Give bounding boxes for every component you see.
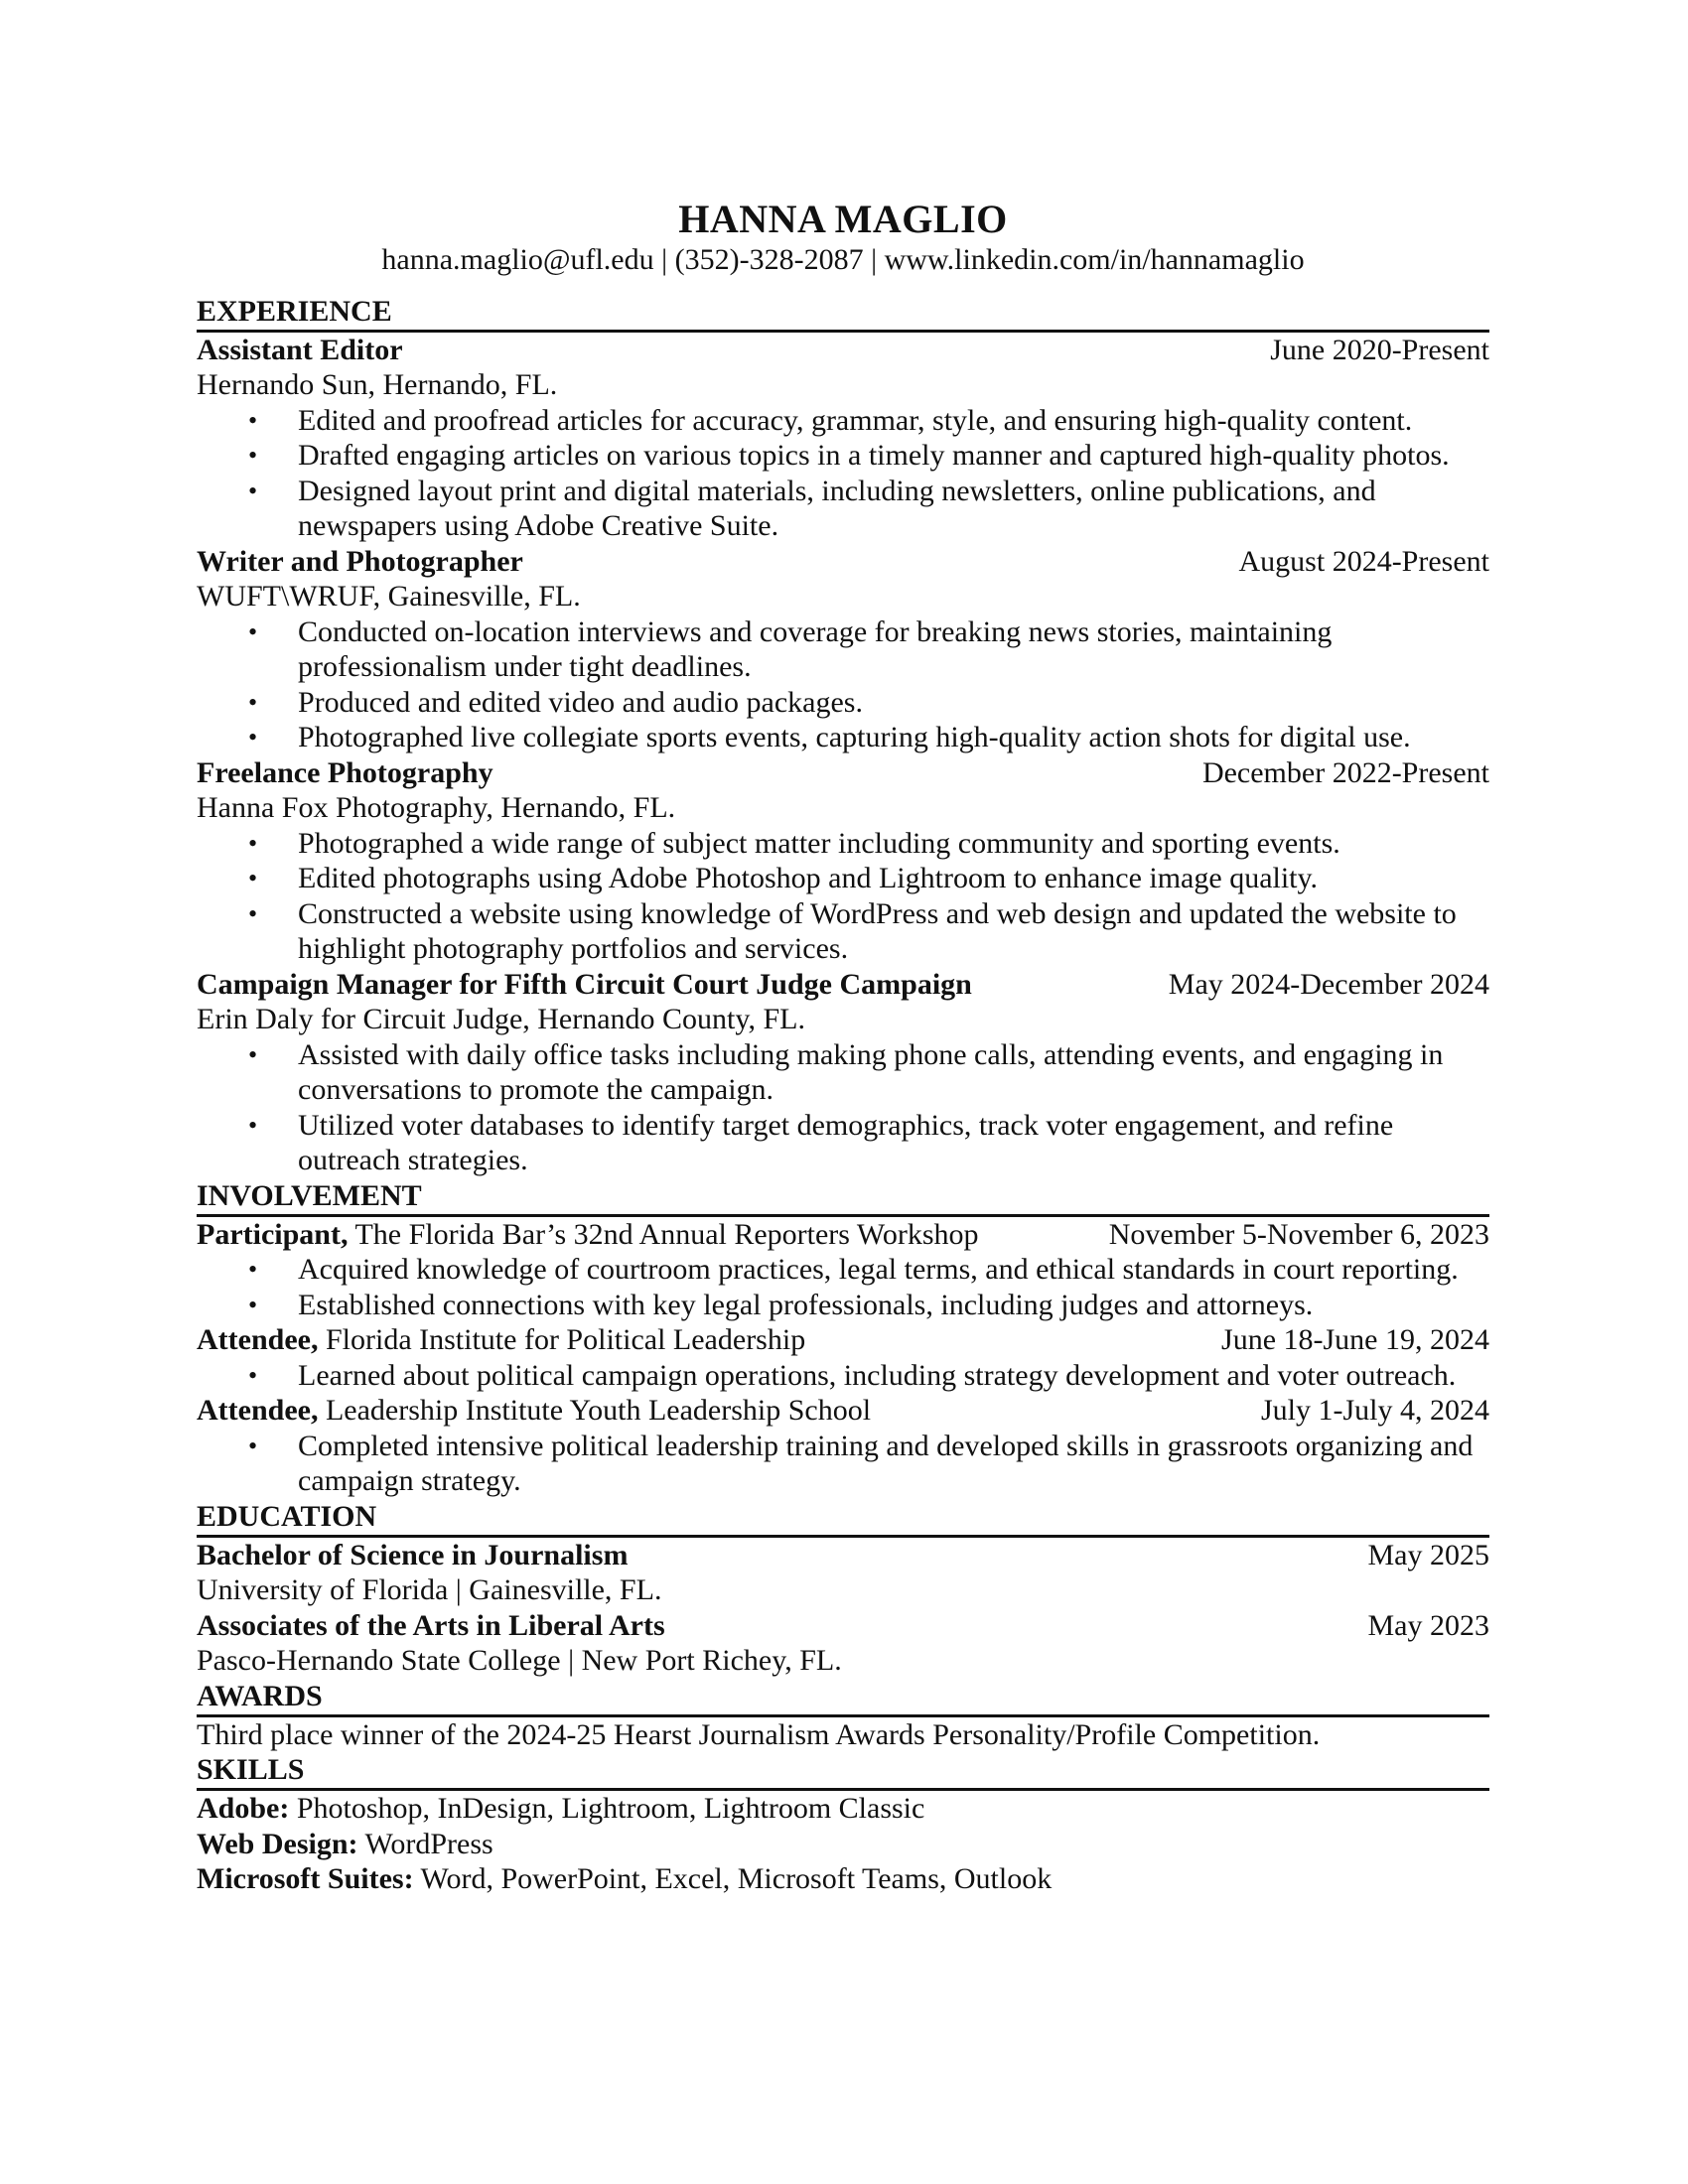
contact-line: hanna.maglio@ufl.edu | (352)-328-2087 | www.linkedin.com/in/hannamaglio [381,243,1305,276]
job-title: Assistant Editor [197,333,403,366]
job-bullet: • Drafted engaging articles on various topics in a timely manner and captured high-quality photos. [248,439,1450,472]
job-entry [197,755,1489,967]
education-entry [197,1538,1489,1608]
involvement-event: The Florida Bar’s 32nd Annual Reporters Workshop [348,1217,979,1251]
skill-values: Photoshop, InDesign, Lightroom, Lightroom Classic [289,1792,925,1825]
job-title: Writer and Photographer [197,544,523,578]
bullet-icon: • [248,441,258,470]
skill-values: Word, PowerPoint, Excel, Microsoft Teams, Outlook [413,1862,1053,1895]
skill-line [197,1861,1489,1897]
degree-date: May 2025 [1367,1538,1489,1571]
involvement-heading: INVOLVEMENT [197,1178,1489,1217]
involvement-bullet: • Acquired knowledge of courtroom practices, legal terms, and ethical standards in court reporting. [248,1253,1459,1286]
skill-category: Microsoft Suites: [197,1862,414,1895]
experience-heading: EXPERIENCE [197,294,1489,333]
job-title: Campaign Manager for Fifth Circuit Court Judge Campaign [197,967,972,1001]
job-dates: December 2022-Present [1201,755,1489,789]
job-bullet: • Edited and proofread articles for accuracy, grammar, style, and ensuring high-quality content. [248,403,1413,437]
skills-heading: SKILLS [197,1752,1489,1791]
bullet-icon: • [248,476,258,505]
job-title: Freelance Photography [197,755,493,789]
involvement-dates: November 5-November 6, 2023 [1108,1217,1489,1251]
involvement-entry [197,1393,1489,1499]
job-entry [197,967,1489,1178]
degree-name: Bachelor of Science in Journalism [197,1538,629,1571]
bullet-icon: • [248,864,258,892]
skill-category: Adobe: [197,1792,290,1825]
skill-category: Web Design: [197,1827,358,1860]
school-name: Pasco-Hernando State College | New Port Richey, FL. [197,1644,842,1677]
job-bullet: • Assisted with daily office tasks including making phone calls, attending events, and engaging in conversations to promote the campaign. [248,1037,1444,1106]
involvement-event: Florida Institute for Political Leadership [318,1323,806,1356]
job-organization: Hanna Fox Photography, Hernando, FL. [197,791,676,824]
job-bullet: • Photographed a wide range of subject matter including community and sporting events. [248,826,1340,860]
bullet-icon: • [248,1110,258,1140]
bullet-icon: • [248,1255,258,1284]
job-dates: June 2020-Present [1270,333,1489,366]
involvement-entry [197,1322,1489,1393]
bullet-icon: • [248,1431,258,1460]
education-heading: EDUCATION [197,1499,1489,1538]
involvement-bullet: • Completed intensive political leadership training and developed skills in grassroots organizing and campaign strategy. [248,1429,1474,1497]
involvement-bullet: • Learned about political campaign operations, including strategy development and voter outreach. [248,1358,1457,1392]
skill-line [197,1827,1489,1862]
bullet-icon: • [248,616,258,646]
job-bullet: • Produced and edited video and audio packages. [248,685,863,719]
job-bullet: • Constructed a website using knowledge of WordPress and web design and updated the website to highlight photography portfolios and services. [248,896,1457,965]
bullet-icon: • [248,898,258,928]
involvement-bullet: • Established connections with key legal professionals, including judges and attorneys. [248,1288,1314,1321]
involvement-dates: July 1-July 4, 2024 [1260,1394,1489,1427]
job-organization: WUFT\WRUF, Gainesville, FL. [197,580,581,613]
skill-line [197,1791,1489,1827]
involvement-dates: June 18-June 19, 2024 [1221,1323,1489,1356]
involvement-event: Leadership Institute Youth Leadership School [318,1394,872,1427]
job-bullet: • Photographed live collegiate sports events, capturing high-quality action shots for digital use. [248,721,1411,753]
job-bullet: • Designed layout print and digital materials, including newsletters, online publications, and newspapers using Adobe Creative Suite. [248,474,1376,542]
bullet-icon: • [248,723,258,751]
job-dates: August 2024-Present [1238,544,1489,578]
degree-date: May 2023 [1367,1608,1489,1642]
education-entry [197,1608,1489,1679]
involvement-entry [197,1217,1489,1323]
bullet-icon: • [248,1290,258,1319]
job-dates: May 2024-December 2024 [1168,967,1489,1001]
job-entry [197,544,1489,755]
job-entry [197,333,1489,544]
job-bullet: • Edited photographs using Adobe Photoshop and Lightroom to enhance image quality. [248,862,1319,894]
bullet-icon: • [248,1039,258,1069]
involvement-role: Participant, [197,1217,349,1251]
involvement-role: Attendee, [197,1394,319,1427]
bullet-icon: • [248,405,258,435]
job-organization: Hernando Sun, Hernando, FL. [197,368,558,401]
bullet-icon: • [248,1360,258,1390]
school-name: University of Florida | Gainesville, FL. [197,1573,662,1606]
resume-page [197,197,1489,1897]
bullet-icon: • [248,828,258,858]
awards-heading: AWARDS [197,1679,1489,1717]
job-bullet: • Utilized voter databases to identify target demographics, track voter engagement, and refine outreach strategies. [248,1108,1394,1176]
job-organization: Erin Daly for Circuit Judge, Hernando County, FL. [197,1003,805,1035]
skill-values: WordPress [357,1827,493,1860]
degree-name: Associates of the Arts in Liberal Arts [197,1608,665,1642]
bullet-icon: • [248,687,258,717]
job-bullet: • Conducted on-location interviews and coverage for breaking news stories, maintaining professionalism under tight deadlines. [248,614,1333,683]
candidate-name: HANNA MAGLIO [678,197,1008,241]
involvement-role: Attendee, [197,1323,319,1356]
award-entry: Third place winner of the 2024-25 Hearst Journalism Awards Personality/Profile Competition. [197,1717,1321,1751]
